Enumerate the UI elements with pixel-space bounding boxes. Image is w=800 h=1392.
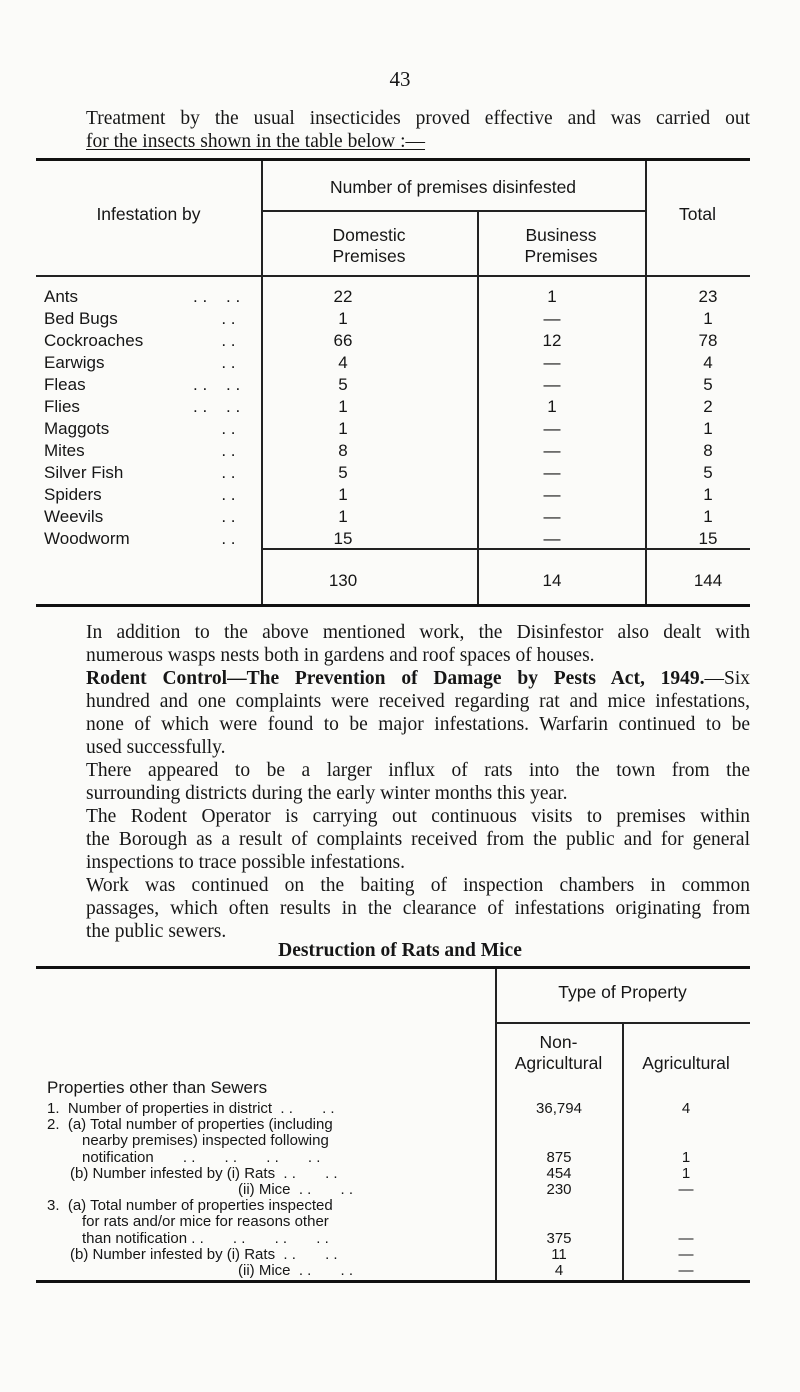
- row-leader-dots: . .: [193, 353, 236, 372]
- intro-paragraph: [86, 107, 750, 153]
- p3-line-1: There appeared to be a larger influx of rats into the town from the: [86, 760, 750, 781]
- header-domestic: [261, 225, 477, 267]
- row-total: 5: [703, 463, 713, 482]
- section-heading: Properties other than Sewers: [47, 1078, 268, 1097]
- row-leader-dots: . .: [193, 331, 236, 350]
- p5-line-2: passages, which often results in the clearance of infestations originating from: [86, 898, 750, 919]
- intro-line-2: for the insects shown in the table below :—: [86, 131, 426, 152]
- row-leader-dots: . .: [193, 507, 236, 526]
- list-item: than notification . . . . . . . .: [82, 1229, 329, 1247]
- row-total: 78: [698, 331, 718, 350]
- table-row: [36, 353, 750, 375]
- row-label: Bed Bugs: [44, 309, 118, 328]
- row-domestic: 1: [338, 507, 348, 526]
- row-domestic: 1: [338, 309, 348, 328]
- value-agricultural: —: [678, 1181, 694, 1198]
- row-business: 1: [547, 287, 557, 306]
- header-rule: [36, 275, 750, 277]
- p4-line-3: inspections to trace possible infestations.: [86, 852, 405, 873]
- table-caption: Destruction of Rats and Mice: [278, 940, 522, 961]
- row-label: Woodworm: [44, 529, 130, 548]
- total-domestic: 130: [328, 571, 358, 590]
- row-label: Maggots: [44, 419, 110, 438]
- row-label: Cockroaches: [44, 331, 144, 350]
- table-row: [36, 375, 750, 397]
- list-item: 2. (a) Total number of properties (including: [47, 1116, 333, 1134]
- list-item: nearby premises) inspected following: [82, 1132, 329, 1150]
- row-leader-dots: . . . .: [193, 397, 241, 416]
- table-bottom-rule: [36, 1280, 750, 1283]
- table-row: [36, 309, 750, 331]
- p5-line-3: the public sewers.: [86, 921, 227, 942]
- row-leader-dots: . .: [193, 463, 236, 482]
- p2-line-2: hundred and one complaints were received regarding rat and mice infestations,: [86, 691, 750, 712]
- header-business: [477, 225, 645, 267]
- list-item: (b) Number infested by (i) Rats . . . .: [70, 1164, 338, 1182]
- row-business: 12: [542, 331, 562, 350]
- row-label: Silver Fish: [44, 463, 124, 482]
- table-top-rule: [36, 158, 750, 161]
- header-business-line1: Business: [525, 225, 597, 245]
- row-domestic: 5: [338, 463, 348, 482]
- row-label: Mites: [44, 441, 85, 460]
- list-item: notification . . . . . . . .: [82, 1148, 321, 1166]
- insect-disinfestation-table: [36, 158, 750, 607]
- row-business: —: [543, 353, 561, 372]
- row-domestic: 66: [333, 331, 353, 350]
- header-type-of-property: Type of Property: [558, 982, 687, 1002]
- value-non-agricultural: 4: [554, 1262, 564, 1279]
- table-row: [36, 287, 750, 309]
- value-non-agricultural: 375: [546, 1229, 572, 1247]
- intro-line-1: Treatment by the usual insecticides proved effective and was carried out: [86, 108, 750, 129]
- total-total: 144: [693, 571, 723, 590]
- row-domestic: 8: [338, 441, 348, 460]
- header-domestic-line1: Domestic: [332, 225, 406, 245]
- table-row: [36, 485, 750, 507]
- table-row: [36, 507, 750, 529]
- p1-line-2: numerous wasps nests both in gardens and roof spaces of houses.: [86, 645, 595, 666]
- table-top-rule: [36, 966, 750, 969]
- row-domestic: 1: [338, 419, 348, 438]
- total-business: 14: [542, 571, 562, 590]
- page-number: 43: [389, 67, 411, 91]
- row-total: 23: [698, 287, 718, 306]
- value-agricultural: 4: [681, 1100, 691, 1117]
- value-agricultural: 1: [681, 1164, 691, 1182]
- list-item: 3. (a) Total number of properties inspected: [47, 1197, 333, 1215]
- p3-line-2: surrounding districts during the early winter months this year.: [86, 783, 568, 804]
- row-total: 15: [698, 529, 718, 548]
- row-total: 1: [703, 419, 713, 438]
- value-agricultural: —: [678, 1245, 694, 1263]
- p1-line-1: In addition to the above mentioned work, the Disinfestor also dealt with: [86, 622, 750, 643]
- list-item: (ii) Mice . . . .: [238, 1262, 354, 1279]
- list-item: for rats and/or mice for reasons other: [82, 1213, 329, 1231]
- rodent-control-text: [86, 621, 750, 943]
- table-row: [36, 397, 750, 419]
- row-leader-dots: . .: [193, 441, 236, 460]
- table-row: [36, 419, 750, 441]
- row-label: Earwigs: [44, 353, 105, 372]
- row-business: —: [543, 507, 561, 526]
- row-domestic: 1: [338, 485, 348, 504]
- value-agricultural: 1: [681, 1148, 691, 1166]
- row-domestic: 5: [338, 375, 348, 394]
- header-infestation-by: Infestation by: [96, 204, 201, 224]
- header-non-agricultural: [495, 1032, 622, 1074]
- table-row: [36, 529, 750, 551]
- table-bottom-rule: [36, 604, 750, 607]
- col-divider-1: [495, 969, 497, 1280]
- row-total: 2: [703, 397, 713, 416]
- row-domestic: 15: [333, 529, 353, 548]
- header-non-agricultural-line1: Non-: [539, 1032, 578, 1052]
- row-leader-dots: . .: [193, 529, 236, 548]
- table-row: [36, 463, 750, 485]
- table-row: [36, 441, 750, 463]
- p4-line-2: the Borough as a result of complaints received from the public and for general: [86, 829, 750, 850]
- value-non-agricultural: 875: [546, 1148, 572, 1166]
- row-business: 1: [547, 397, 557, 416]
- header-business-line2: Premises: [524, 246, 598, 266]
- value-non-agricultural: 454: [546, 1164, 572, 1182]
- p4-line-1: The Rodent Operator is carrying out continuous visits to premises within: [86, 806, 750, 827]
- p2-line-1-rest: —Six: [704, 668, 750, 689]
- value-agricultural: —: [678, 1262, 694, 1279]
- value-non-agricultural: 11: [551, 1245, 567, 1263]
- table-row: [36, 331, 750, 353]
- row-business: —: [543, 529, 561, 548]
- row-total: 5: [703, 375, 713, 394]
- row-leader-dots: . .: [193, 419, 236, 438]
- p5-line-1: Work was continued on the baiting of inspection chambers in common: [86, 875, 750, 896]
- header-domestic-line2: Premises: [332, 246, 406, 266]
- row-total: 8: [703, 441, 713, 460]
- row-business: —: [543, 419, 561, 438]
- p2-line-4: used successfully.: [86, 737, 226, 758]
- row-business: —: [543, 485, 561, 504]
- totals-row: [36, 571, 750, 593]
- row-business: —: [543, 309, 561, 328]
- row-leader-dots: . . . .: [193, 375, 241, 394]
- row-domestic: 4: [338, 353, 348, 372]
- row-business: —: [543, 375, 561, 394]
- header-total: Total: [679, 204, 716, 224]
- value-agricultural: —: [678, 1229, 694, 1247]
- row-total: 1: [703, 507, 713, 526]
- row-total: 1: [703, 485, 713, 504]
- p2-line-3: none of which were found to be major infestations. Warfarin continued to be: [86, 714, 750, 735]
- row-leader-dots: . .: [193, 309, 236, 328]
- header-agricultural: Agricultural: [642, 1053, 730, 1073]
- header-number-of-premises: Number of premises disinfested: [329, 177, 577, 197]
- row-business: —: [543, 441, 561, 460]
- group-header-rule: [261, 210, 645, 212]
- p2-line-1: [86, 667, 750, 690]
- row-domestic: 22: [333, 287, 353, 306]
- group-header-rule: [495, 1022, 750, 1024]
- rats-mice-table: [36, 966, 750, 1283]
- row-label: Spiders: [44, 485, 102, 504]
- rodent-control-heading: Rodent Control—The Prevention of Damage by Pests Act, 1949.: [86, 668, 705, 689]
- row-business: —: [543, 463, 561, 482]
- list-item: (b) Number infested by (i) Rats . . . .: [70, 1245, 338, 1263]
- header-non-agricultural-line2: Agricultural: [514, 1053, 603, 1073]
- row-leader-dots: . . . .: [193, 287, 241, 306]
- row-domestic: 1: [338, 397, 348, 416]
- value-non-agricultural: 36,794: [536, 1100, 582, 1117]
- row-label: Fleas: [44, 375, 86, 394]
- row-label: Flies: [44, 397, 80, 416]
- row-leader-dots: . .: [193, 485, 236, 504]
- row-total: 1: [703, 309, 713, 328]
- row-total: 4: [703, 353, 713, 372]
- list-item: (ii) Mice . . . .: [238, 1181, 354, 1198]
- list-item: 1. Number of properties in district . . . .: [47, 1100, 335, 1117]
- value-non-agricultural: 230: [546, 1181, 572, 1198]
- intro-line-2-wrap: [86, 130, 750, 153]
- row-label: Weevils: [44, 507, 104, 526]
- row-label: Ants: [44, 287, 79, 306]
